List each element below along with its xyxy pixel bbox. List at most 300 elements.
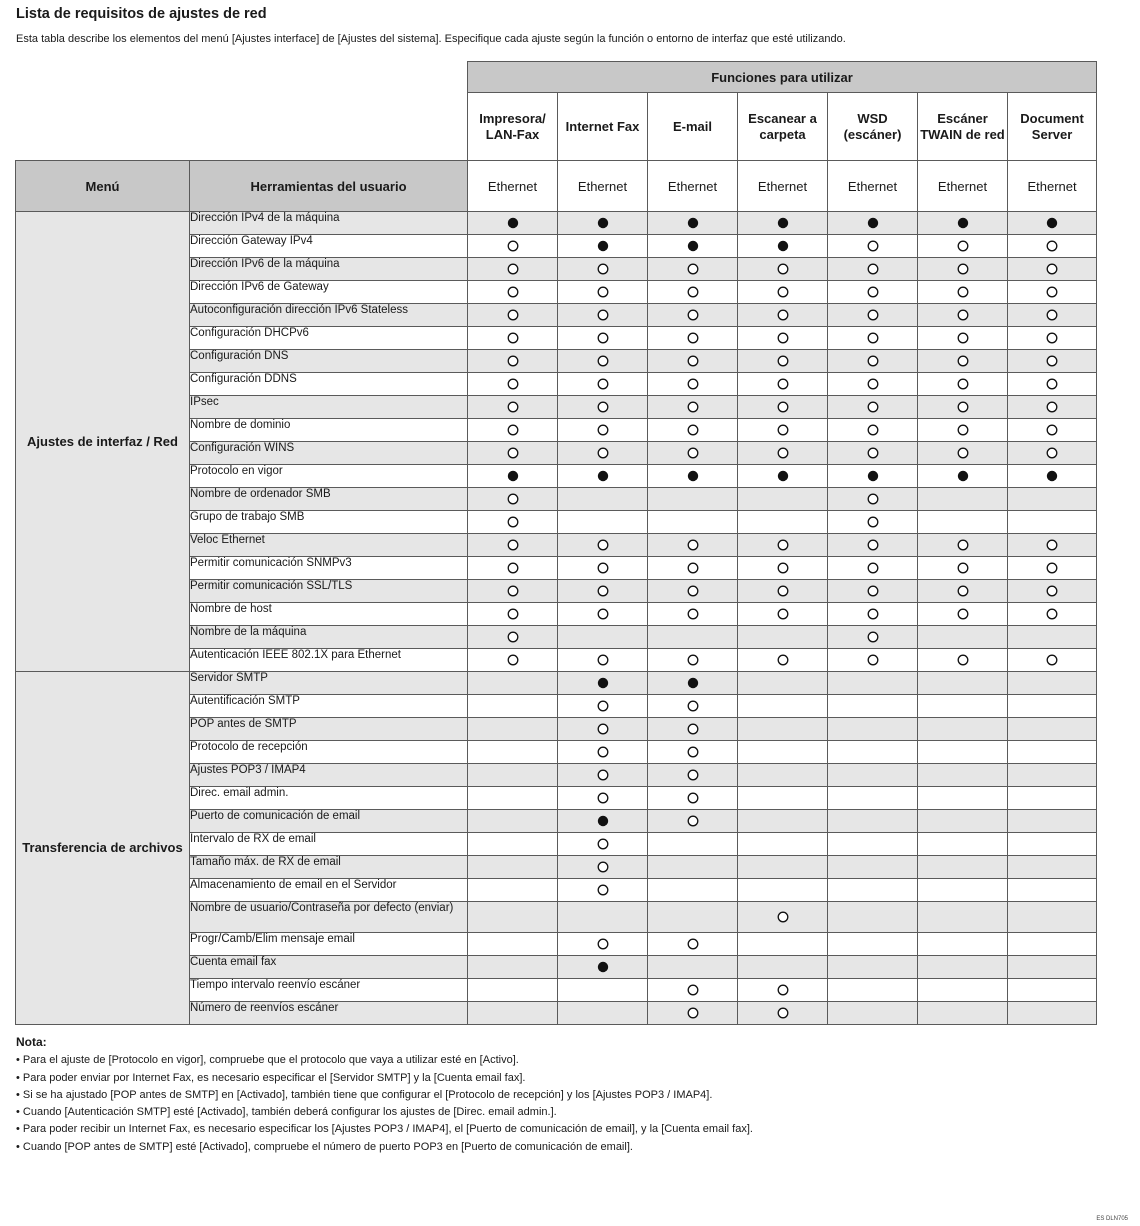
requirement-cell (918, 764, 1008, 787)
open-circle-icon (777, 447, 789, 459)
requirement-cell (1008, 281, 1097, 304)
function-header: Escanear a carpeta (738, 93, 828, 161)
requirement-cell (558, 672, 648, 695)
open-circle-icon (507, 240, 519, 252)
filled-circle-icon (507, 217, 519, 229)
tool-name: Autoconfiguración dirección IPv6 Stateless (190, 304, 468, 327)
open-circle-icon (597, 700, 609, 712)
requirement-cell (828, 833, 918, 856)
requirement-cell (918, 327, 1008, 350)
requirement-cell (558, 603, 648, 626)
requirement-cell (558, 580, 648, 603)
requirement-cell (828, 258, 918, 281)
requirement-cell (648, 649, 738, 672)
filled-circle-icon (957, 217, 969, 229)
requirement-cell (558, 396, 648, 419)
filled-circle-icon (507, 470, 519, 482)
tool-name: Configuración WINS (190, 442, 468, 465)
open-circle-icon (597, 792, 609, 804)
requirement-cell (738, 419, 828, 442)
requirement-cell (738, 902, 828, 933)
requirement-cell (1008, 442, 1097, 465)
requirement-cell (918, 419, 1008, 442)
open-circle-icon (687, 424, 699, 436)
open-circle-icon (957, 539, 969, 551)
requirement-cell (918, 373, 1008, 396)
open-circle-icon (597, 263, 609, 275)
requirement-cell (828, 810, 918, 833)
requirement-cell (648, 534, 738, 557)
tool-name: Cuenta email fax (190, 956, 468, 979)
requirement-cell (1008, 557, 1097, 580)
requirement-cell (468, 810, 558, 833)
open-circle-icon (957, 263, 969, 275)
tool-name: Puerto de comunicación de email (190, 810, 468, 833)
tool-name: Veloc Ethernet (190, 534, 468, 557)
open-circle-icon (507, 401, 519, 413)
tool-name: Permitir comunicación SSL/TLS (190, 580, 468, 603)
requirement-cell (918, 787, 1008, 810)
requirement-cell (1008, 534, 1097, 557)
requirement-cell (468, 718, 558, 741)
open-circle-icon (1046, 539, 1058, 551)
requirement-cell (828, 787, 918, 810)
requirement-cell (1008, 741, 1097, 764)
requirement-cell (1008, 235, 1097, 258)
open-circle-icon (687, 700, 699, 712)
requirement-cell (828, 396, 918, 419)
filled-circle-icon (597, 815, 609, 827)
requirement-cell (468, 649, 558, 672)
requirement-cell (828, 465, 918, 488)
requirement-cell (648, 741, 738, 764)
requirement-cell (468, 419, 558, 442)
requirement-cell (468, 258, 558, 281)
open-circle-icon (867, 332, 879, 344)
requirement-cell (558, 902, 648, 933)
requirement-cell (738, 488, 828, 511)
open-circle-icon (1046, 332, 1058, 344)
open-circle-icon (1046, 286, 1058, 298)
requirement-cell (468, 933, 558, 956)
requirement-cell (648, 396, 738, 419)
open-circle-icon (867, 286, 879, 298)
open-circle-icon (1046, 585, 1058, 597)
requirement-cell (918, 1002, 1008, 1025)
requirement-cell (648, 695, 738, 718)
requirement-cell (918, 833, 1008, 856)
requirement-cell (1008, 212, 1097, 235)
requirement-cell (918, 396, 1008, 419)
open-circle-icon (777, 539, 789, 551)
requirement-cell (1008, 956, 1097, 979)
requirement-cell (918, 979, 1008, 1002)
requirement-cell (468, 764, 558, 787)
open-circle-icon (507, 332, 519, 344)
requirement-cell (1008, 511, 1097, 534)
menu-group-label: Transferencia de archivos (16, 672, 190, 1025)
open-circle-icon (687, 539, 699, 551)
tool-name: Protocolo de recepción (190, 741, 468, 764)
tool-name: Nombre de dominio (190, 419, 468, 442)
requirement-cell (648, 810, 738, 833)
requirement-cell (738, 442, 828, 465)
requirement-cell (828, 511, 918, 534)
open-circle-icon (777, 608, 789, 620)
requirement-cell (468, 902, 558, 933)
filled-circle-icon (1046, 470, 1058, 482)
requirement-cell (468, 373, 558, 396)
requirement-cell (828, 1002, 918, 1025)
function-header: Document Server (1008, 93, 1097, 161)
requirement-cell (558, 350, 648, 373)
open-circle-icon (867, 401, 879, 413)
requirement-cell (648, 933, 738, 956)
filled-circle-icon (1046, 217, 1058, 229)
notes-section (16, 1034, 753, 1156)
requirement-cell (828, 695, 918, 718)
open-circle-icon (687, 984, 699, 996)
filled-circle-icon (597, 240, 609, 252)
open-circle-icon (507, 631, 519, 643)
open-circle-icon (687, 723, 699, 735)
requirement-cell (558, 810, 648, 833)
requirement-cell (1008, 327, 1097, 350)
open-circle-icon (1046, 240, 1058, 252)
requirement-cell (558, 327, 648, 350)
requirement-cell (468, 235, 558, 258)
requirement-cell (738, 933, 828, 956)
open-circle-icon (597, 539, 609, 551)
requirement-cell (918, 902, 1008, 933)
requirement-cell (918, 626, 1008, 649)
requirement-cell (558, 419, 648, 442)
function-header: Internet Fax (558, 93, 648, 161)
requirement-cell (1008, 580, 1097, 603)
open-circle-icon (777, 984, 789, 996)
requirement-cell (648, 419, 738, 442)
requirement-cell (738, 396, 828, 419)
requirement-cell (468, 1002, 558, 1025)
requirement-cell (1008, 373, 1097, 396)
requirement-cell (648, 956, 738, 979)
requirement-cell (1008, 833, 1097, 856)
requirement-cell (918, 304, 1008, 327)
open-circle-icon (867, 447, 879, 459)
requirement-cell (1008, 718, 1097, 741)
open-circle-icon (867, 355, 879, 367)
note-item: • Para poder enviar por Internet Fax, es necesario especificar el [Servidor SMTP] y la [Cuenta email fax]. (16, 1071, 526, 1084)
open-circle-icon (687, 815, 699, 827)
requirement-cell (558, 488, 648, 511)
requirement-cell (558, 979, 648, 1002)
filled-circle-icon (867, 470, 879, 482)
filled-circle-icon (957, 470, 969, 482)
requirement-cell (918, 465, 1008, 488)
requirement-cell (558, 557, 648, 580)
open-circle-icon (867, 562, 879, 574)
open-circle-icon (777, 378, 789, 390)
tool-name: Permitir comunicación SNMPv3 (190, 557, 468, 580)
requirement-cell (648, 603, 738, 626)
requirement-cell (468, 672, 558, 695)
requirement-cell (648, 856, 738, 879)
requirement-cell (558, 649, 648, 672)
open-circle-icon (867, 240, 879, 252)
open-circle-icon (687, 401, 699, 413)
requirement-cell (918, 258, 1008, 281)
requirement-cell (468, 626, 558, 649)
interface-label: Ethernet (1008, 161, 1097, 212)
requirement-cell (828, 557, 918, 580)
functions-header: Funciones para utilizar (468, 62, 1097, 93)
open-circle-icon (507, 263, 519, 275)
open-circle-icon (777, 562, 789, 574)
requirement-cell (468, 879, 558, 902)
requirement-cell (468, 580, 558, 603)
requirement-cell (738, 833, 828, 856)
open-circle-icon (507, 493, 519, 505)
requirement-cell (918, 212, 1008, 235)
requirement-cell (558, 764, 648, 787)
open-circle-icon (777, 585, 789, 597)
tool-name: Protocolo en vigor (190, 465, 468, 488)
requirement-cell (738, 304, 828, 327)
open-circle-icon (687, 447, 699, 459)
requirement-cell (738, 557, 828, 580)
requirement-cell (468, 557, 558, 580)
open-circle-icon (687, 769, 699, 781)
tool-name: Número de reenvíos escáner (190, 1002, 468, 1025)
open-circle-icon (777, 286, 789, 298)
interface-label: Ethernet (558, 161, 648, 212)
requirement-cell (828, 933, 918, 956)
open-circle-icon (1046, 378, 1058, 390)
open-circle-icon (777, 401, 789, 413)
requirement-cell (648, 327, 738, 350)
filled-circle-icon (867, 217, 879, 229)
requirement-cell (918, 718, 1008, 741)
requirement-cell (468, 442, 558, 465)
requirement-cell (738, 465, 828, 488)
requirement-cell (468, 511, 558, 534)
requirement-cell (558, 442, 648, 465)
menu-column-header: Menú (16, 161, 190, 212)
requirement-cell (828, 580, 918, 603)
requirement-cell (648, 833, 738, 856)
requirement-cell (1008, 787, 1097, 810)
requirement-cell (738, 956, 828, 979)
requirement-cell (738, 511, 828, 534)
requirement-cell (648, 557, 738, 580)
requirement-cell (828, 741, 918, 764)
open-circle-icon (867, 608, 879, 620)
open-circle-icon (687, 746, 699, 758)
requirement-cell (918, 488, 1008, 511)
open-circle-icon (687, 938, 699, 950)
requirement-cell (738, 1002, 828, 1025)
open-circle-icon (777, 654, 789, 666)
requirement-cell (558, 741, 648, 764)
open-circle-icon (597, 938, 609, 950)
requirement-cell (1008, 258, 1097, 281)
requirement-cell (918, 933, 1008, 956)
tool-name: Ajustes POP3 / IMAP4 (190, 764, 468, 787)
requirement-cell (738, 695, 828, 718)
requirement-cell (468, 695, 558, 718)
requirement-cell (918, 442, 1008, 465)
open-circle-icon (687, 332, 699, 344)
open-circle-icon (687, 355, 699, 367)
open-circle-icon (687, 286, 699, 298)
interface-label: Ethernet (918, 161, 1008, 212)
requirement-cell (648, 580, 738, 603)
requirement-cell (828, 764, 918, 787)
requirement-cell (828, 442, 918, 465)
requirement-cell (738, 580, 828, 603)
tool-name: Tamaño máx. de RX de email (190, 856, 468, 879)
requirement-cell (558, 695, 648, 718)
open-circle-icon (597, 355, 609, 367)
requirement-cell (828, 304, 918, 327)
filled-circle-icon (597, 677, 609, 689)
interface-label: Ethernet (468, 161, 558, 212)
open-circle-icon (597, 401, 609, 413)
requirement-cell (738, 718, 828, 741)
open-circle-icon (507, 447, 519, 459)
requirement-cell (468, 488, 558, 511)
requirement-cell (738, 235, 828, 258)
open-circle-icon (597, 654, 609, 666)
open-circle-icon (507, 516, 519, 528)
requirement-cell (468, 603, 558, 626)
open-circle-icon (597, 746, 609, 758)
open-circle-icon (597, 286, 609, 298)
open-circle-icon (957, 401, 969, 413)
open-circle-icon (597, 562, 609, 574)
requirement-cell (828, 350, 918, 373)
requirement-cell (828, 419, 918, 442)
tool-name: Servidor SMTP (190, 672, 468, 695)
note-item: • Para el ajuste de [Protocolo en vigor], compruebe que el protocolo que vaya a utilizar esté en [Activo]. (16, 1054, 519, 1067)
legend-area (16, 62, 468, 161)
requirement-cell (558, 833, 648, 856)
requirement-cell (738, 258, 828, 281)
requirement-cell (648, 672, 738, 695)
filled-circle-icon (777, 240, 789, 252)
tool-name: Nombre de ordenador SMB (190, 488, 468, 511)
open-circle-icon (687, 792, 699, 804)
requirement-cell (648, 979, 738, 1002)
requirement-cell (1008, 396, 1097, 419)
open-circle-icon (687, 1007, 699, 1019)
requirement-cell (648, 488, 738, 511)
note-item: • Cuando [Autenticación SMTP] esté [Activado], también deberá configurar los ajustes de [Direc. email admin.]. (16, 1106, 557, 1119)
table-row (16, 212, 1097, 235)
open-circle-icon (957, 378, 969, 390)
requirement-cell (918, 672, 1008, 695)
requirement-cell (468, 327, 558, 350)
requirement-cell (1008, 350, 1097, 373)
requirement-cell (828, 603, 918, 626)
requirement-cell (648, 465, 738, 488)
open-circle-icon (1046, 355, 1058, 367)
page-title: Lista de requisitos de ajustes de red (16, 6, 267, 22)
open-circle-icon (867, 631, 879, 643)
requirement-cell (828, 718, 918, 741)
open-circle-icon (957, 424, 969, 436)
tool-name: Dirección IPv6 de la máquina (190, 258, 468, 281)
requirement-cell (828, 879, 918, 902)
requirement-cell (648, 373, 738, 396)
tool-name: Tiempo intervalo reenvío escáner (190, 979, 468, 1002)
requirement-cell (1008, 672, 1097, 695)
requirement-cell (1008, 879, 1097, 902)
requirement-cell (1008, 465, 1097, 488)
open-circle-icon (957, 562, 969, 574)
open-circle-icon (957, 585, 969, 597)
tool-name: Nombre de host (190, 603, 468, 626)
open-circle-icon (777, 355, 789, 367)
notes-title: Nota: (16, 1035, 47, 1049)
open-circle-icon (1046, 447, 1058, 459)
requirement-cell (468, 741, 558, 764)
requirement-cell (1008, 603, 1097, 626)
tool-name: Nombre de usuario/Contraseña por defecto (enviar) (190, 902, 468, 933)
requirement-cell (468, 281, 558, 304)
open-circle-icon (1046, 424, 1058, 436)
filled-circle-icon (687, 217, 699, 229)
requirement-cell (468, 787, 558, 810)
requirement-cell (648, 511, 738, 534)
open-circle-icon (597, 447, 609, 459)
open-circle-icon (777, 309, 789, 321)
filled-circle-icon (777, 217, 789, 229)
requirement-cell (828, 649, 918, 672)
requirement-cell (1008, 488, 1097, 511)
requirement-cell (918, 580, 1008, 603)
open-circle-icon (867, 263, 879, 275)
requirement-cell (648, 235, 738, 258)
open-circle-icon (687, 585, 699, 597)
requirement-cell (918, 350, 1008, 373)
open-circle-icon (867, 309, 879, 321)
requirement-cell (648, 1002, 738, 1025)
open-circle-icon (507, 424, 519, 436)
open-circle-icon (687, 562, 699, 574)
open-circle-icon (867, 539, 879, 551)
requirement-cell (468, 465, 558, 488)
requirement-cell (558, 373, 648, 396)
table-row (16, 672, 1097, 695)
requirement-cell (738, 626, 828, 649)
requirement-cell (918, 281, 1008, 304)
open-circle-icon (597, 424, 609, 436)
requirement-cell (738, 741, 828, 764)
requirement-cell (918, 956, 1008, 979)
interface-label: Ethernet (648, 161, 738, 212)
open-circle-icon (777, 263, 789, 275)
requirement-cell (648, 879, 738, 902)
function-header: WSD (escáner) (828, 93, 918, 161)
requirement-cell (918, 534, 1008, 557)
open-circle-icon (1046, 608, 1058, 620)
tool-name: Progr/Camb/Elim mensaje email (190, 933, 468, 956)
function-header: Escáner TWAIN de red (918, 93, 1008, 161)
requirement-cell (1008, 695, 1097, 718)
requirement-cell (1008, 419, 1097, 442)
requirement-cell (918, 235, 1008, 258)
